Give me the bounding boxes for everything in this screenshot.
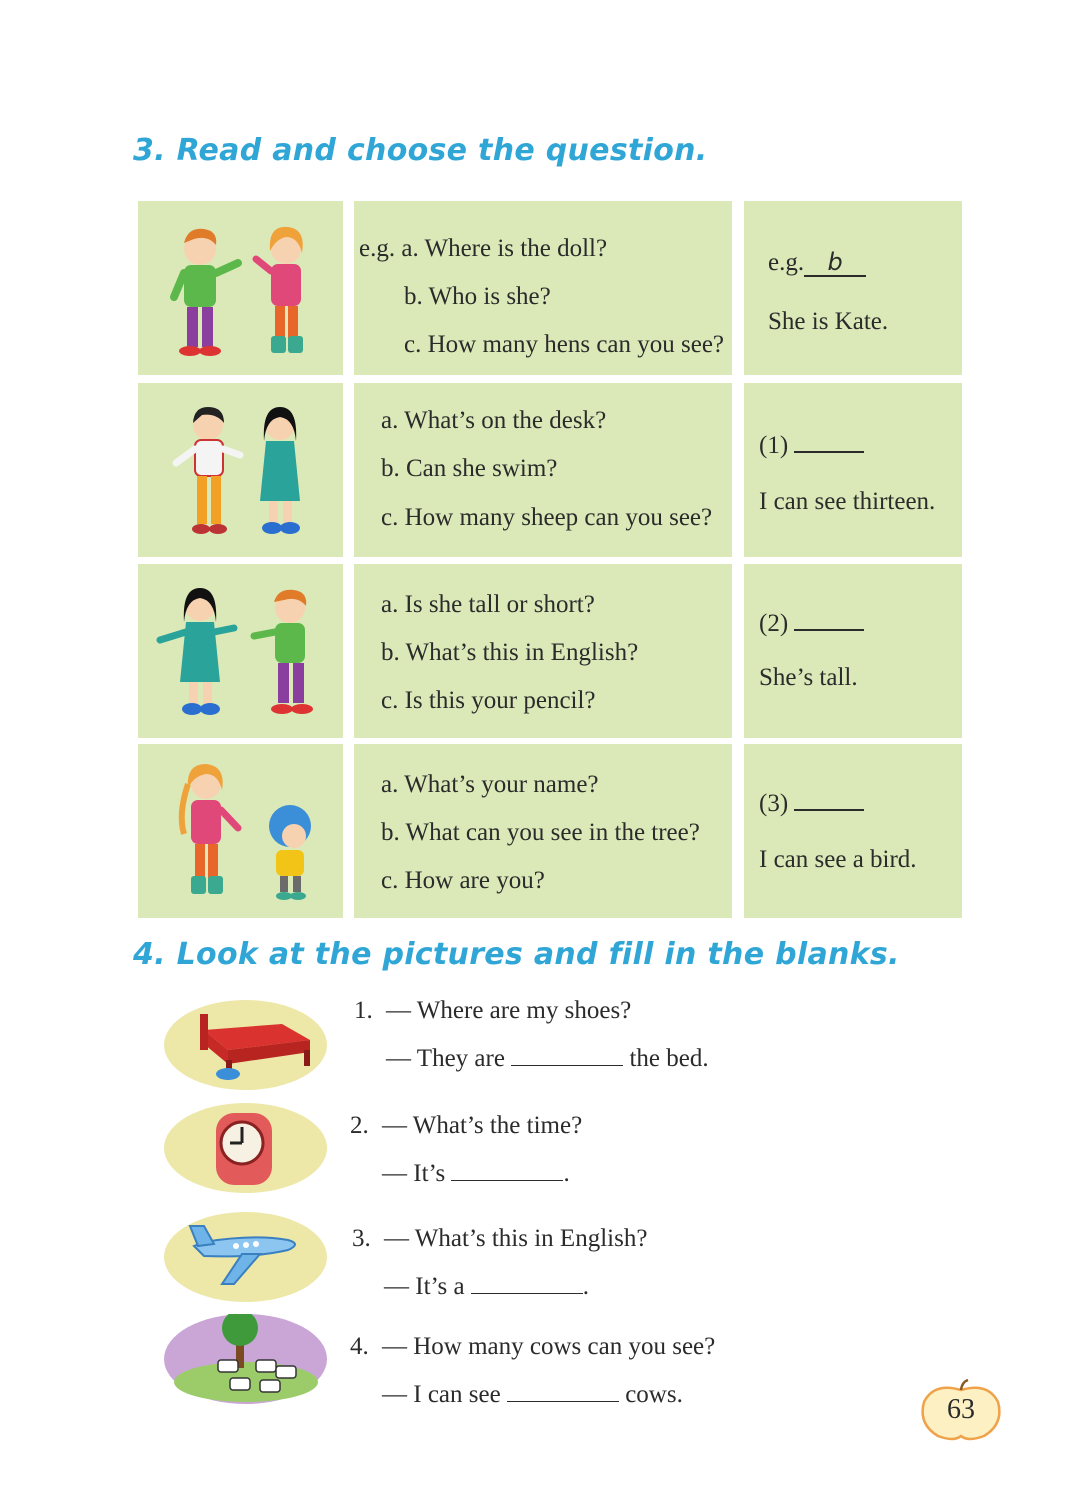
- question-option: b. What can you see in the tree?: [381, 819, 700, 846]
- item-number: 4.: [350, 1333, 369, 1360]
- answer-cell: [744, 201, 962, 375]
- question-text: — What’s the time?: [382, 1112, 583, 1139]
- clock-picture: [164, 1103, 327, 1193]
- answer-prefix: — It’s: [382, 1160, 446, 1187]
- answer-label: e.g.: [768, 249, 805, 276]
- answer-blank-line[interactable]: [794, 789, 864, 811]
- item-number: 2.: [350, 1112, 369, 1139]
- question-option: e.g. a. Where is the doll?: [359, 235, 608, 262]
- boy-and-girl-illustration: [138, 383, 343, 557]
- questions-cell: [354, 383, 732, 557]
- question-option: b. What’s this in English?: [381, 639, 639, 666]
- question-option: a. What’s your name?: [381, 771, 599, 798]
- bed-icon: [164, 1000, 327, 1090]
- bed-picture: [164, 1000, 327, 1090]
- answer-prefix: — They are: [386, 1045, 505, 1072]
- question-text: — What’s this in English?: [384, 1225, 648, 1252]
- item-number: 1.: [354, 997, 373, 1024]
- answer-line: [384, 1273, 589, 1301]
- questions-cell: [354, 201, 732, 375]
- answer-blank[interactable]: [759, 431, 864, 460]
- answer-text: I can see thirteen.: [759, 488, 936, 515]
- picture-cell: [138, 201, 343, 375]
- answer-blank: [768, 249, 866, 277]
- answer-line: [386, 1045, 709, 1073]
- clock-icon: [164, 1103, 327, 1193]
- picture-cell: [138, 744, 343, 918]
- section-4-title: 4. Look at the pictures and fill in the blanks.: [133, 937, 900, 972]
- answer-text: She’s tall.: [759, 664, 858, 691]
- questions-cell: [354, 564, 732, 738]
- question-option: a. Is she tall or short?: [381, 591, 595, 618]
- fill-in-blank[interactable]: [471, 1273, 583, 1294]
- answer-label: (2): [759, 610, 789, 637]
- answer-line: [382, 1381, 683, 1409]
- question-option: c. How are you?: [381, 867, 545, 894]
- question-text: — How many cows can you see?: [382, 1333, 716, 1360]
- answer-prefix: — I can see: [382, 1381, 501, 1408]
- answer-cell: [744, 744, 962, 918]
- answer-text: I can see a bird.: [759, 846, 917, 873]
- answer-suffix: the bed.: [629, 1045, 709, 1072]
- answer-text: She is Kate.: [768, 308, 889, 335]
- question-option: c. How many sheep can you see?: [381, 504, 713, 531]
- question-option: c. How many hens can you see?: [404, 331, 725, 358]
- question-option: b. Can she swim?: [381, 455, 558, 482]
- girl-and-boy-illustration: [138, 564, 343, 738]
- table-row: [138, 744, 962, 918]
- answer-blank[interactable]: [759, 609, 864, 638]
- answer-line: [382, 1160, 570, 1188]
- picture-cell: [138, 383, 343, 557]
- plane-icon: [164, 1212, 327, 1302]
- example-answer: b: [804, 249, 866, 277]
- table-row: [138, 383, 962, 557]
- item-number: 3.: [352, 1225, 371, 1252]
- table-row: [138, 564, 962, 738]
- table-row: [138, 201, 962, 375]
- question-option: b. Who is she?: [404, 283, 551, 310]
- plane-picture: [164, 1212, 327, 1302]
- question-option: c. Is this your pencil?: [381, 687, 596, 714]
- answer-label: (3): [759, 790, 789, 817]
- question-option: a. What’s on the desk?: [381, 407, 607, 434]
- girl-and-child-illustration: [138, 744, 343, 918]
- answer-cell: [744, 383, 962, 557]
- answer-cell: [744, 564, 962, 738]
- page-number: 63: [947, 1394, 975, 1425]
- answer-suffix: .: [582, 1273, 590, 1300]
- fill-in-blank[interactable]: [507, 1381, 619, 1402]
- fill-in-blank[interactable]: [511, 1045, 623, 1066]
- cows-picture: [164, 1314, 327, 1404]
- picture-cell: [138, 564, 343, 738]
- section-3-title: 3. Read and choose the question.: [133, 133, 708, 168]
- answer-blank-line[interactable]: [794, 609, 864, 631]
- answer-label: (1): [759, 432, 789, 459]
- answer-suffix: cows.: [625, 1381, 683, 1408]
- page-number-badge: [918, 1378, 1004, 1442]
- answer-prefix: — It’s a: [384, 1273, 465, 1300]
- questions-cell: [354, 744, 732, 918]
- answer-suffix: .: [563, 1160, 570, 1187]
- boy-and-girl-illustration: [138, 201, 343, 375]
- answer-blank-line[interactable]: [794, 431, 864, 453]
- cows-icon: [164, 1314, 327, 1404]
- fill-in-blank[interactable]: [451, 1160, 563, 1181]
- question-text: — Where are my shoes?: [386, 997, 632, 1024]
- answer-blank[interactable]: [759, 789, 864, 818]
